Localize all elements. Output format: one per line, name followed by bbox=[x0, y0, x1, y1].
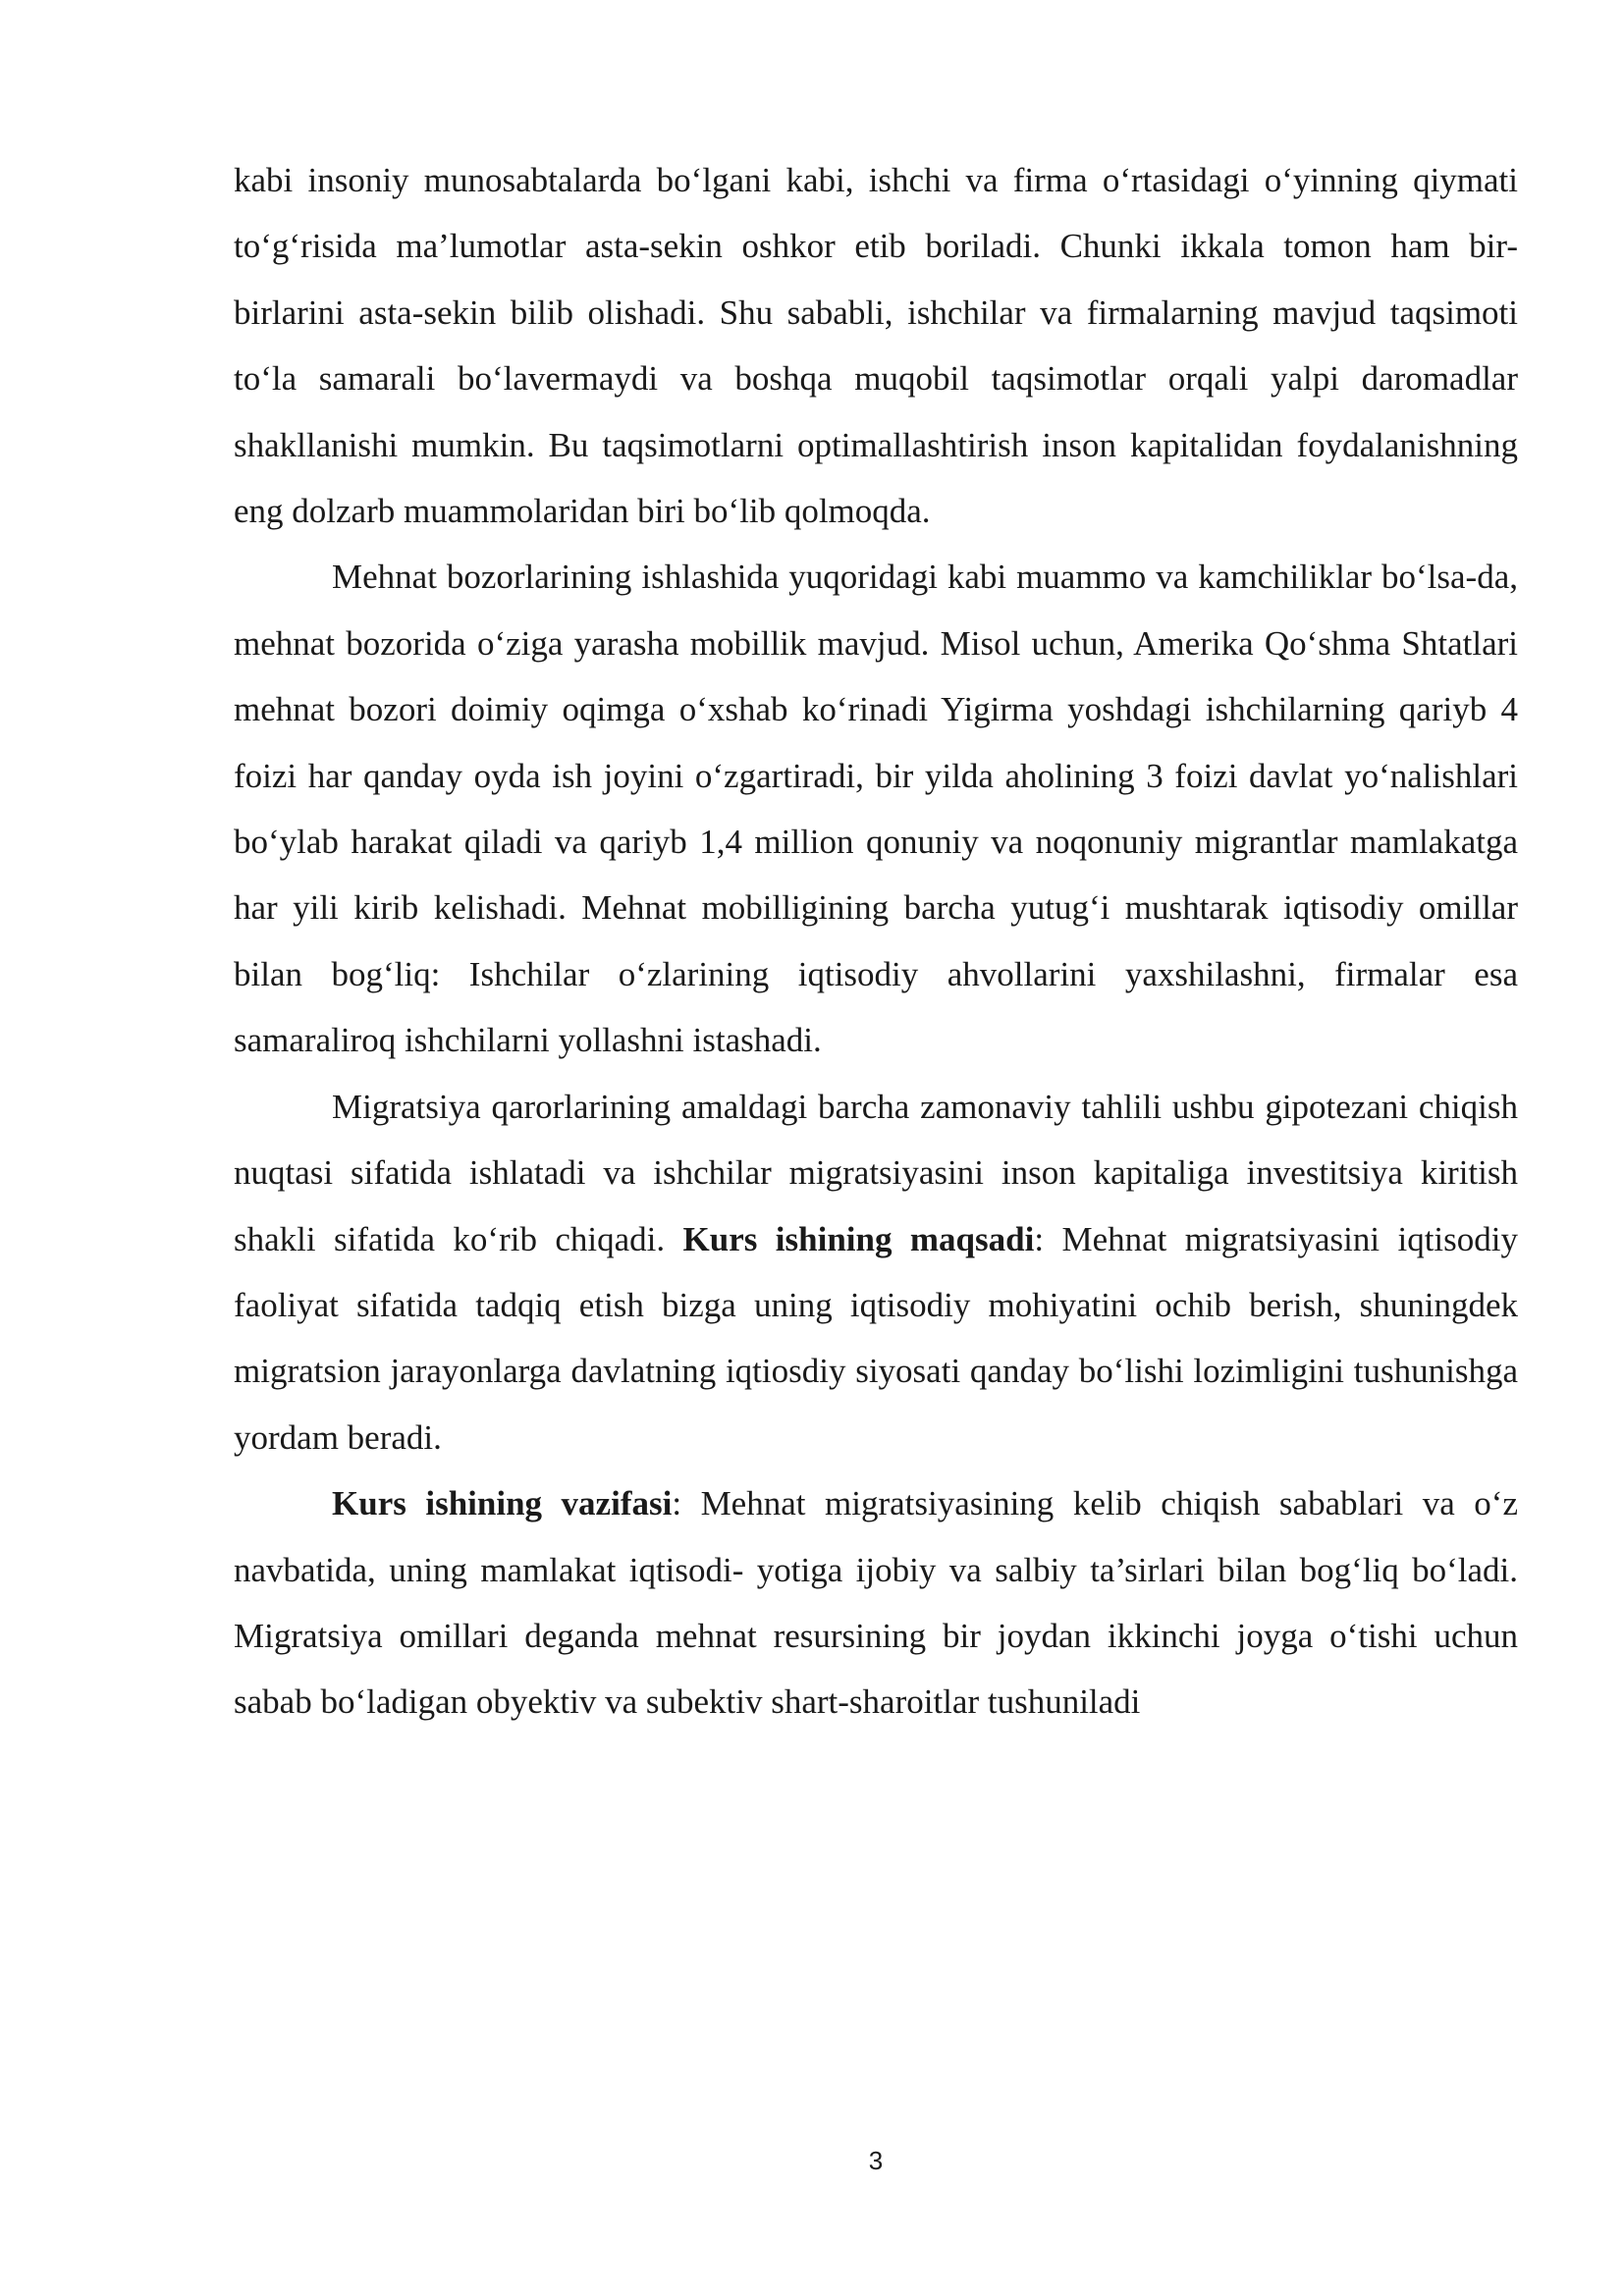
page-number: 3 bbox=[868, 2146, 884, 2175]
paragraph-3-text-a: Migratsiya qarorlarining amaldagi barcha zamonaviy tahlili ushbu gipotezani chiqish nuqtasi sifatida ishlatadi va ishchilar migratsiyasini inson kapitaliga investitsiya kiritish shakli sifatida ko‘rib chiqadi. bbox=[234, 1087, 1518, 1258]
paragraph-3 bbox=[234, 1074, 1518, 1470]
course-goal-heading: Kurs ishining maqsadi bbox=[682, 1219, 1035, 1258]
paragraph-4 bbox=[234, 1470, 1518, 1735]
paragraph-2-text: Mehnat bozorlarining ishlashida yuqoridagi kabi muammo va kamchiliklar bo‘lsa-da, mehnat bozorida o‘ziga yarasha mobillik mavjud. Misol uchun, Amerika Qo‘shma Shtatlari mehnat bozori doimiy oqimga o‘xshab ko‘rinadi Yigirma yoshdagi ishchilarning qariyb 4 foizi har qanday oyda ish joyini o‘zgartiradi, bir yilda aholining 3 foizi davlat yo‘nalishlari bo‘ylab harakat qiladi va qariyb 1,4 million qonuniy va noqonuniy migrantlar mamlakatga har yili kirib kelishadi. Mehnat mobilligining barcha yutug‘i mushtarak iqtisodiy omillar bilan bog‘liq: Ishchilar o‘zlarining iqtisodiy ahvollarini yaxshilashni, firmalar esa samaraliroq ishchilarni yollashni istashadi. bbox=[234, 558, 1518, 1060]
paragraph-1 bbox=[234, 147, 1518, 544]
paragraph-4-text: : Mehnat migratsiyasining kelib chiqish sabablari va o‘z navbatida, uning mamlakat iqtisodi- yotiga ijobiy va salbiy ta’sirlari bilan bog‘liq bo‘ladi. Migratsiya omillari deganda mehnat resursining bir joydan ikkinchi joyga o‘tishi uchun sabab bo‘ladigan obyektiv va subektiv shart-sharoitlar tushuniladi bbox=[234, 1484, 1519, 1722]
course-task-heading: Kurs ishining vazifasi bbox=[332, 1484, 673, 1523]
paragraph-3-text-b: : Mehnat migratsiyasini iqtisodiy faoliyat sifatida tadqiq etish bizga uning iqtisodiy mohiyatini ochib berish, shuningdek migratsion jarayonlarga davlatning iqtiosdiy siyosati qanday bo‘lishi lozimligini tushunishga yordam beradi. bbox=[234, 1219, 1519, 1457]
body-text bbox=[234, 147, 1518, 1735]
paragraph-1-text: kabi insoniy munosabtalarda bo‘lgani kabi, ishchi va firma o‘rtasidagi o‘yinning qiymati to‘g‘risida ma’lumotlar asta-sekin oshkor etib boriladi. Chunki ikkala tomon ham bir-birlarini asta-sekin bilib olishadi. Shu sababli, ishchilar va firmalarning mavjud taqsimoti to‘la samarali bo‘lavermaydi va boshqa muqobil taqsimotlar orqali yalpi daromadlar shakllanishi mumkin. Bu taqsimotlarni optimallashtirish inson kapitalidan foydalanishning eng dolzarb muammolaridan biri bo‘lib qolmoqda. bbox=[234, 161, 1518, 531]
paragraph-2 bbox=[234, 544, 1518, 1073]
